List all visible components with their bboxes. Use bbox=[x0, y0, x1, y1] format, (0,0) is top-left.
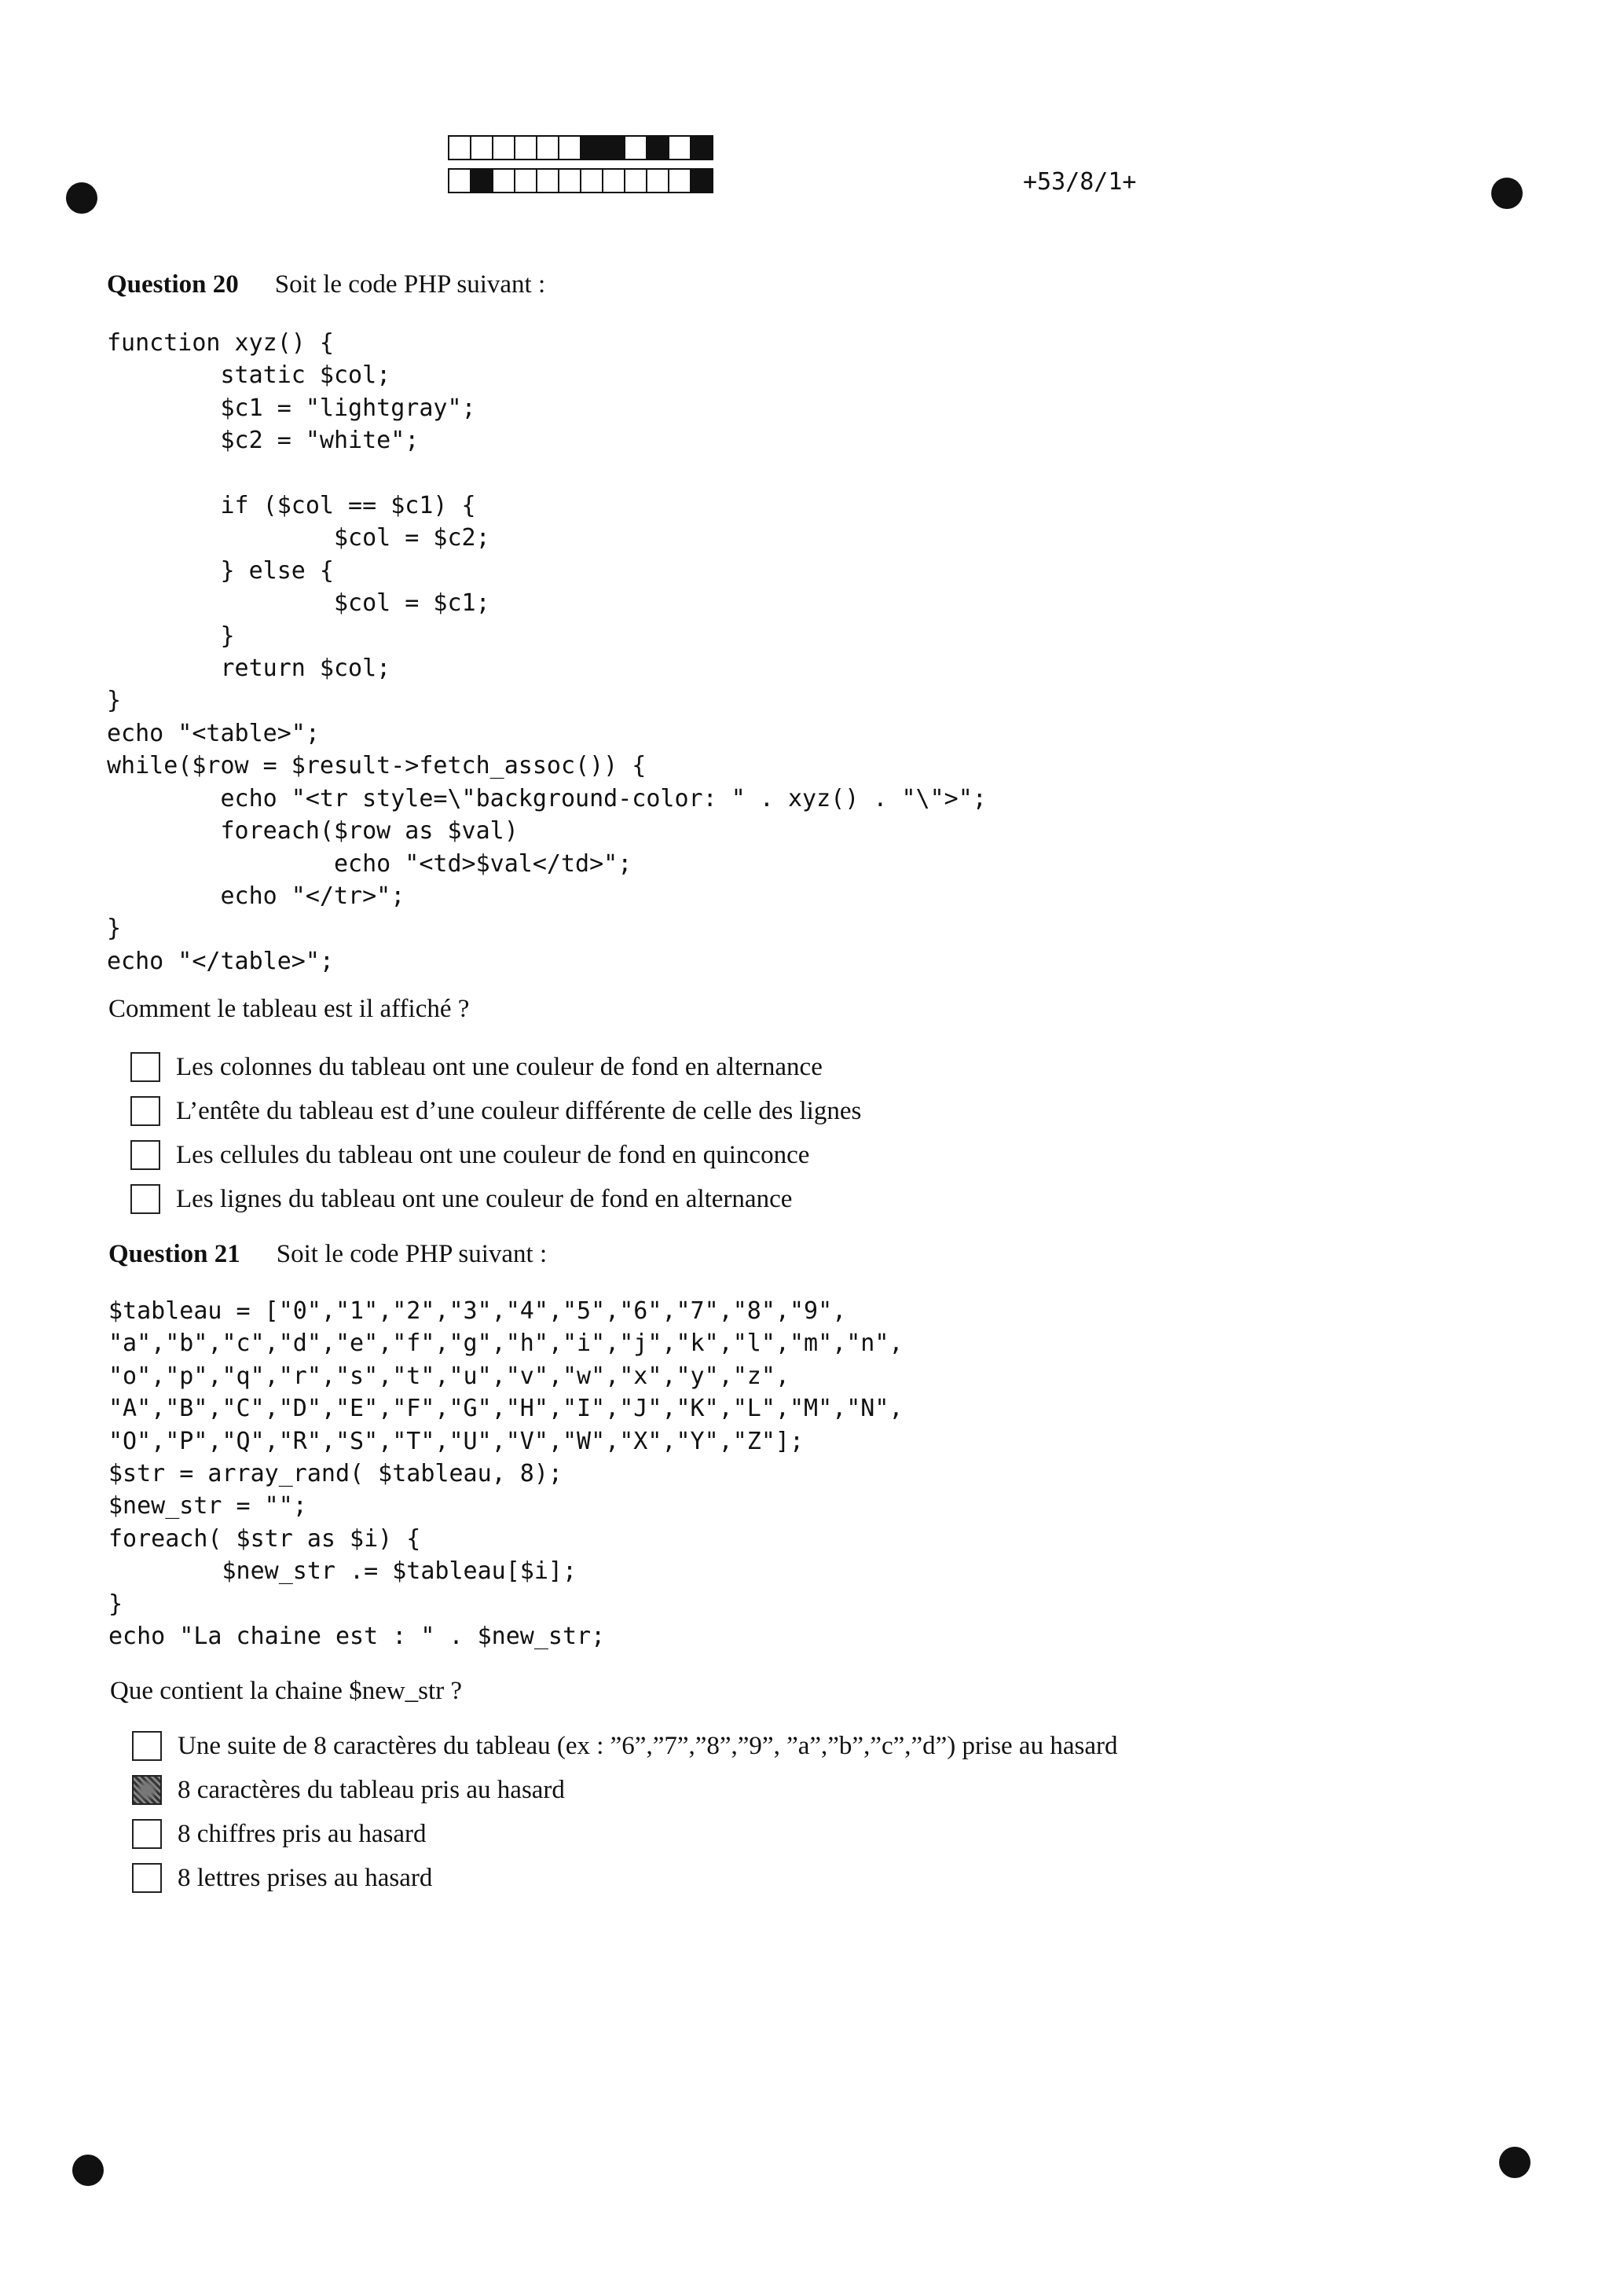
page-barcode-row-1 bbox=[448, 135, 712, 160]
question-21-prompt: Que contient la chaine $new_str ? bbox=[110, 1677, 463, 1705]
barcode-cell bbox=[624, 168, 647, 193]
question-21-code: $tableau = ["0","1","2","3","4","5","6","7","8","9", "a","b","c","d","e","f","g","h","i","j","k","l","m","n", "o","p","q","r","s","t","u","v","w","x","y","z", "A","B","C","D","E","F","G","H","I","J","K","L","M","N", "O","P","Q","R","S","T","U","V","W","X","Y","Z"]; $str = array_rand( $tableau, 8); $new_str = ""; foreach( $str as $i) { $new_str .= $tableau[$i]; } echo "La chaine est : " . $new_str; bbox=[108, 1297, 904, 1651]
barcode-cell bbox=[690, 135, 713, 160]
barcode-cell bbox=[690, 168, 713, 193]
corner-marker-top-right bbox=[1491, 178, 1523, 209]
answer-option[interactable] bbox=[132, 1812, 1117, 1856]
barcode-cell bbox=[602, 135, 625, 160]
answer-option-label: Les colonnes du tableau ont une couleur de fond en alternance bbox=[176, 1052, 823, 1081]
answer-option-label: Les cellules du tableau ont une couleur de fond en quinconce bbox=[176, 1140, 810, 1169]
page-identifier: +53/8/1+ bbox=[1023, 168, 1137, 196]
barcode-cell bbox=[668, 168, 691, 193]
answer-option[interactable] bbox=[132, 1856, 1117, 1900]
question-21-options bbox=[132, 1724, 1117, 1900]
checkbox[interactable] bbox=[130, 1096, 160, 1126]
checkbox[interactable] bbox=[130, 1052, 160, 1082]
answer-option[interactable] bbox=[130, 1045, 861, 1089]
answer-option-label: Une suite de 8 caractères du tableau (ex : ”6”,”7”,”8”,”9”, ”a”,”b”,”c”,”d”) prise au hasard bbox=[178, 1731, 1118, 1760]
barcode-cell bbox=[536, 168, 559, 193]
answer-option[interactable] bbox=[130, 1177, 861, 1221]
answer-option[interactable] bbox=[130, 1089, 861, 1133]
barcode-cell bbox=[448, 168, 471, 193]
answer-option-label: 8 chiffres pris au hasard bbox=[178, 1819, 427, 1848]
barcode-cell bbox=[624, 135, 647, 160]
checkbox[interactable] bbox=[132, 1731, 162, 1761]
barcode-cell bbox=[514, 135, 537, 160]
answer-option-label: L’entête du tableau est d’une couleur différente de celle des lignes bbox=[176, 1096, 862, 1125]
barcode-cell bbox=[470, 168, 493, 193]
question-20-options bbox=[130, 1045, 861, 1221]
question-21-title: Soit le code PHP suivant : bbox=[276, 1240, 548, 1268]
barcode-cell bbox=[470, 135, 493, 160]
checkbox[interactable] bbox=[132, 1819, 162, 1849]
barcode-cell bbox=[580, 135, 603, 160]
barcode-cell bbox=[646, 168, 669, 193]
question-21-heading bbox=[108, 1240, 547, 1269]
answer-option-label: 8 caractères du tableau pris au hasard bbox=[178, 1775, 565, 1804]
barcode-cell bbox=[514, 168, 537, 193]
barcode-cell bbox=[668, 135, 691, 160]
barcode-cell bbox=[536, 135, 559, 160]
question-20-code: function xyz() { static $col; $c1 = "lightgray"; $c2 = "white"; if ($col == $c1) { $col = $c2; } else { $col = $c1; } return $col; } echo "<table>"; while($row = $result->fetch_assoc()) { echo "<tr style=\"background-color: " . xyz() . "\">"; foreach($row as $val) echo "<td>$val</td>"; echo "</tr>"; } echo "</table>"; bbox=[107, 329, 987, 975]
answer-option[interactable] bbox=[132, 1724, 1117, 1768]
question-20-title: Soit le code PHP suivant : bbox=[274, 270, 546, 299]
answer-option[interactable] bbox=[132, 1768, 1117, 1812]
question-21-label: Question 21 bbox=[108, 1240, 240, 1268]
question-20-prompt: Comment le tableau est il affiché ? bbox=[108, 995, 470, 1023]
question-20-label: Question 20 bbox=[107, 270, 239, 299]
barcode-cell bbox=[558, 168, 581, 193]
corner-marker-top-left bbox=[66, 182, 97, 214]
barcode-cell bbox=[558, 135, 581, 160]
checkbox[interactable] bbox=[130, 1140, 160, 1170]
checkbox[interactable] bbox=[132, 1863, 162, 1893]
answer-option-label: Les lignes du tableau ont une couleur de fond en alternance bbox=[176, 1184, 793, 1213]
barcode-cell bbox=[602, 168, 625, 193]
barcode-cell bbox=[580, 168, 603, 193]
barcode-cell bbox=[448, 135, 471, 160]
corner-marker-bottom-right bbox=[1499, 2147, 1531, 2178]
barcode-cell bbox=[492, 135, 515, 160]
answer-option-label: 8 lettres prises au hasard bbox=[178, 1863, 433, 1892]
checkbox[interactable] bbox=[130, 1184, 160, 1214]
checkbox[interactable] bbox=[132, 1775, 162, 1805]
question-20-heading bbox=[107, 270, 545, 299]
answer-option[interactable] bbox=[130, 1133, 861, 1177]
barcode-cell bbox=[646, 135, 669, 160]
barcode-cell bbox=[492, 168, 515, 193]
page-barcode-row-2 bbox=[448, 168, 712, 193]
corner-marker-bottom-left bbox=[72, 2155, 104, 2186]
